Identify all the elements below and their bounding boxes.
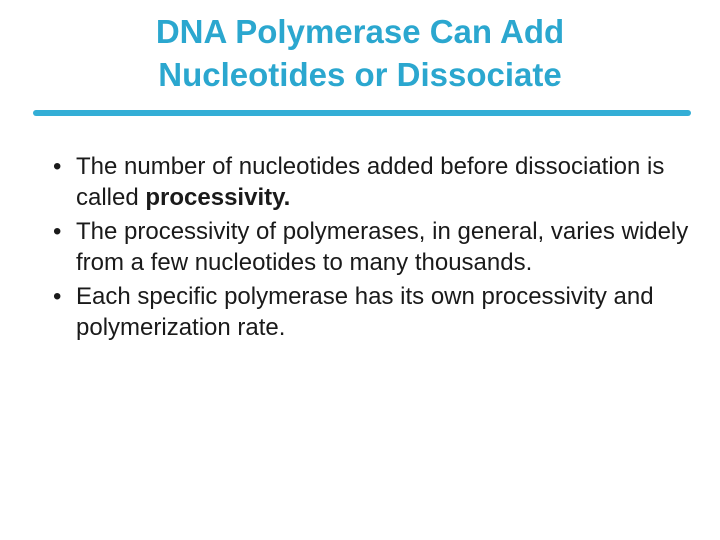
bullet-text-3: Each specific polymerase has its own processivity and polymerization rate.: [76, 283, 654, 341]
bullet-dot-icon: •: [53, 153, 62, 180]
bullet-text-1: The number of nucleotides added before dissociation is called: [76, 153, 665, 211]
bullet-dot-icon: •: [53, 218, 62, 245]
bullet-dot-icon: •: [53, 283, 62, 310]
bullet-list: [48, 151, 698, 346]
title-underline-rule: [33, 110, 691, 116]
slide-title: [0, 10, 720, 96]
slide-title-line-2: Nucleotides or Dissociate: [158, 56, 562, 93]
bullet-item-2: [48, 216, 698, 278]
bullet-item-3: [48, 281, 698, 343]
slide-title-line-1: DNA Polymerase Can Add: [155, 13, 565, 50]
bullet-bold-term: processivity.: [145, 184, 291, 211]
bullet-text-2: The processivity of polymerases, in general, varies widely from a few nucleotides to many thousands.: [76, 218, 689, 276]
bullet-item-1: [48, 151, 698, 213]
